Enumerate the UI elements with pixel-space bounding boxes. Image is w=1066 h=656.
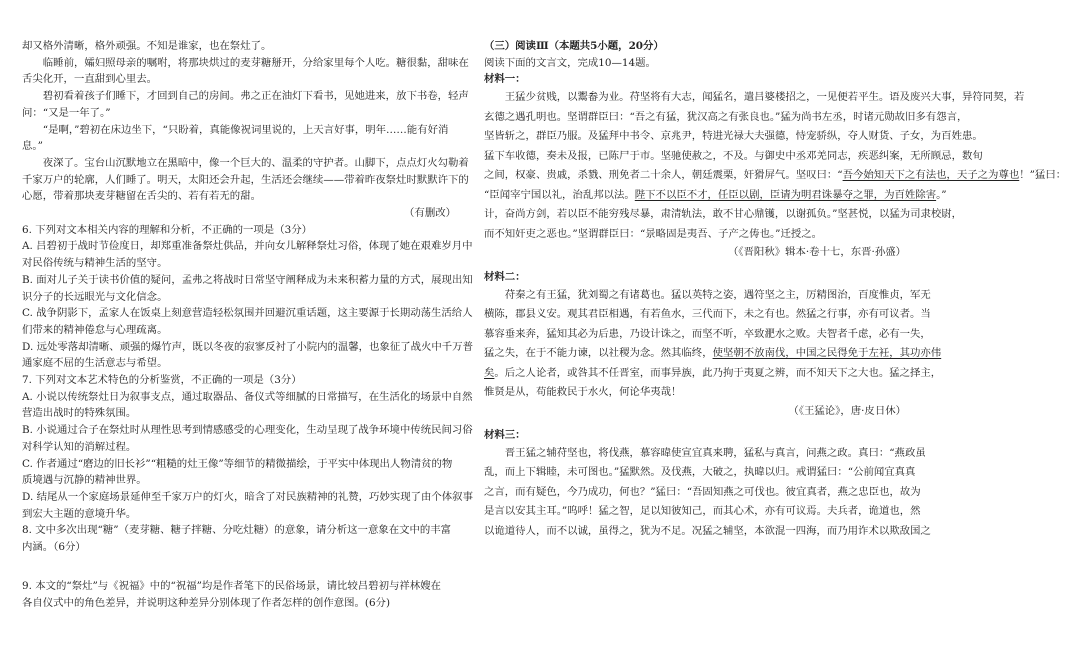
line-text: 计，奋尚方剑，若以臣不能穷残尽暴，肃清轨法，敢不甘心鼎镬，以谢孤负。”坚甚悦，以猛为司隶校尉， xyxy=(484,208,963,221)
story-text xyxy=(22,38,474,205)
question-line: 到宏大主题的意境升华。 xyxy=(22,507,137,520)
line-text: 而不知奸吏之恶也。”坚谓群臣曰：“景略固是夷吾、子产之俦也。”迁授之。 xyxy=(484,227,823,240)
material-line xyxy=(484,205,963,225)
question-line: 识分子的长远眼光与文化信念。 xyxy=(22,290,168,303)
reading-instruction: 阅读下面的文言文，完成10—14题。 xyxy=(484,56,656,69)
line-text: 。” xyxy=(936,188,947,201)
story-line: 舌尖化开，一直甜到心里去。 xyxy=(22,73,158,86)
story-attribution: （有删改） xyxy=(404,207,456,220)
line-text: 是言以安其主耳。”呜呼！猛之智，足以知彼知己，而其心术，亦有可议焉。夫兵者，诡道也，然 xyxy=(484,505,921,518)
material-label: 材料一： xyxy=(484,73,526,86)
underlined-sentence: 使坚朝不放南伐，中国之民得免于左衽，其功亦伟 xyxy=(712,347,942,360)
question-line: 通家庭不屈的生活意志与希望。 xyxy=(22,357,168,370)
material-label: 材料三： xyxy=(484,429,526,442)
question-line: D. 远处零落却清晰、顽强的爆竹声，既以冬夜的寂寥反衬了小院内的温馨，也象征了战火中千万普 xyxy=(22,340,473,353)
line-text: 猛之失，在于不能力谏，以社稷为念。然其临终， xyxy=(484,347,713,360)
line-text: 玄德之遇孔明也。坚谓群臣曰：“吾之有猛，犹汉高之有张良也。”猛为尚书左丞，时诸元勋故旧多有怨言， xyxy=(484,110,968,123)
material-attribution: （《晋阳秋》辑本·卷十七，东晋·孙盛） xyxy=(727,246,906,259)
material-line xyxy=(484,463,924,483)
material-line xyxy=(484,108,968,128)
material-line xyxy=(484,127,983,147)
underlined-sentence: 吾今始知天下之有法也，天子之为尊也 xyxy=(842,169,1020,182)
question-line: B. 面对儿子关于读书价值的疑问，孟弗之将战时日常坚守阐释成为未来积蓄力量的方式，展现出知 xyxy=(22,273,473,286)
material-line xyxy=(484,88,1025,108)
line-text: 王猛少贫贱，以鬻畚为业。苻坚将有大志，闻猛名，遣吕婆楼招之，一见便若平生。语及废兴大事，异符同契，若 xyxy=(504,91,1025,104)
story-line: 心愿，带着那块麦芽糖留在舌尖的、若有若无的甜。 xyxy=(22,190,261,203)
line-text: 猛下车收德，奏未及报，已陈尸于市。坚驰使赦之，不及。与御史中丞邓羌同志，疾恶纠案，无所顾忌，数旬 xyxy=(484,149,983,162)
section-title: （三）阅读Ⅲ（本题共5小题，20分） xyxy=(484,40,664,52)
question-line: D. 结尾从一个家庭场景延伸至千家万户的灯火，暗含了对民族精神的礼赞，巧妙实现了由个体叙事 xyxy=(22,490,473,503)
story-line: 夜深了。宝台山沉默地立在黑暗中，像一个巨大的、温柔的守护者。山脚下，点点灯火勾勒着 xyxy=(42,156,469,169)
line-text: 晋王猛之辅苻坚也，将伐燕，慕容暐使宣宜真来聘，猛私与真言，问燕之政。真曰：“燕政虽 xyxy=(504,446,926,459)
line-text: 之言，而有疑色，今乃成功，何也？”猛曰：“吾固知燕之可伐也。彼宜真者，燕之忠臣也，故为 xyxy=(484,485,921,498)
underlined-sentence: 矣 xyxy=(484,366,495,379)
question-line: C. 战争阴影下，孟家人在饭桌上刻意营造轻松氛围并回避沉重话题，这主要源于长期动荡生活给人 xyxy=(22,307,473,320)
story-line: 问：“又是一年了。” xyxy=(22,106,111,119)
material-line xyxy=(484,305,931,325)
material-line xyxy=(484,522,931,542)
line-text: 横陈，郡县义安。观其君臣相遇，有若鱼水，三代而下，未之有也。然猛之行事，亦有可议者。当 xyxy=(484,308,931,321)
spacer xyxy=(484,419,924,427)
line-text: 苻秦之有王猛，犹刘蜀之有诸葛也。猛以英特之姿，遇符坚之主，厉精图治，百度惟贞，军无 xyxy=(504,288,931,301)
question-line: 们带来的精神倦怠与心理疏离。 xyxy=(22,323,168,336)
story-line: 千家万户的轮廓，人们睡了。明天，太阳还会升起，生活还会继续——带着昨夜祭灶时默默许下的 xyxy=(22,173,469,186)
material-line xyxy=(484,364,942,384)
line-text: 以诡道待人，而不以诚，虽得之，犹为不足。况猛之辅坚，本欲混一四海，而乃用诈术以欺敌国之 xyxy=(484,524,931,537)
material-line xyxy=(484,325,931,345)
material-line xyxy=(484,483,924,503)
material-line xyxy=(484,286,931,306)
material-line xyxy=(484,502,924,522)
line-text: 慕容垂来奔，猛知其必为后患，乃设计诛之，而坚不听，卒致淝水之败。夫智者千虑，必有一失， xyxy=(484,327,931,340)
story-line: “是啊，”碧初在床边坐下，“只盼着，真能像祝词里说的，上天言好事，明年……能有好消 xyxy=(42,123,449,136)
line-text: 坚皆斩之，群臣乃服。及猛拜中书令、京兆尹，特进光禄大夫强德，恃宠骄纵，夺人财货、子女，为百姓患。 xyxy=(484,130,983,143)
material-line xyxy=(484,444,924,464)
story-line: 临睡前，孀妇照母亲的嘱咐，将那块烘过的麦芽糖掰开，分给家里每个人吃。糖很黏，甜味在 xyxy=(42,56,469,69)
question-9 xyxy=(22,578,474,611)
question-line: 9. 本文的“祭灶”与《祝福》中的“祝福”均是作者笔下的民俗场景，请比较吕碧初与祥林嫂在 xyxy=(22,579,441,592)
material-line xyxy=(484,166,1066,186)
material-label: 材料二： xyxy=(484,270,526,283)
question-line: 各自仪式中的角色差异，并说明这种差异分别体现了作者怎样的创作意图。(6分) xyxy=(22,596,390,609)
underlined-sentence: 陛下不以臣不才，任臣以剧，臣请为明君诛暴夺之罪，为百姓除害 xyxy=(634,188,937,201)
story-line: 息。” xyxy=(22,140,43,153)
question-line: 8. 文中多次出现“糖”（麦芽糖、糖子拌糖、分吃灶糖）的意象，请分析这一意象在文中的丰富 xyxy=(22,524,452,537)
question-line: 6. 下列对文本相关内容的理解和分析，不正确的一项是（3分） xyxy=(22,223,312,236)
materials xyxy=(484,71,1066,541)
question-line: 内涵。（6分） xyxy=(22,541,86,554)
line-text: “臣闻宰宁国以礼，治乱邦以法。 xyxy=(484,188,635,201)
question-line: A. 吕碧初于战时节俭度日，却郑重准备祭灶供品，并向女儿解释祭灶习俗，体现了她在艰难岁月中 xyxy=(22,240,473,253)
story-line: 碧初看着孩子们睡下，才回到自己的房间。弗之正在油灯下看书，见她进来，放下书卷，轻声 xyxy=(42,90,469,103)
spacer xyxy=(484,261,924,269)
material-attribution: （《王猛论》，唐·皮日休） xyxy=(788,404,906,417)
question-line: 营造出战时的特殊氛围。 xyxy=(22,407,137,420)
material-line xyxy=(484,225,924,245)
question-line: C. 作者通过“磨边的旧长衫”“粗糙的灶王像”等细节的精微描绘，于平实中体现出人物清贫的物 xyxy=(22,457,453,470)
line-text: 。后之人论者，或咎其不任晋室，而事异族，此乃拘于夷夏之辨，而不知天下之大也。猛之择主， xyxy=(494,366,942,379)
question-line: 对科学认知的消解过程。 xyxy=(22,440,137,453)
line-text: 惟贤是从，苟能救民于水火，何论华夷哉！ xyxy=(484,386,682,399)
question-line: B. 小说通过合子在祭灶时从理性思考到情感感受的心理变化，生动呈现了战争环境中传统民间习俗 xyxy=(22,424,473,437)
material-line xyxy=(484,344,942,364)
question-line: A. 小说以传统祭灶日为叙事支点，通过取器品、备仪式等细腻的日常描写，在生活化的场景中自然 xyxy=(22,390,473,403)
line-text: ！”猛曰： xyxy=(1019,169,1066,182)
story-line: 却又格外清晰，格外顽强。不知是谁家，也在祭灶了。 xyxy=(22,40,272,52)
question-line: 质境遇与沉静的精神世界。 xyxy=(22,474,147,487)
question-line: 对民俗传统与精神生活的坚守。 xyxy=(22,257,168,270)
line-text: 之间，权豪、贵戚，杀戮、刑免者二十余人，朝廷震栗，奸猾屏气。坚叹曰：“ xyxy=(484,169,843,182)
question-line: 7. 下列对文本艺术特色的分析鉴赏，不正确的一项是（3分） xyxy=(22,374,302,387)
material-line xyxy=(484,383,924,403)
material-line xyxy=(484,186,947,206)
questions-6-8 xyxy=(22,222,474,556)
left-column xyxy=(22,38,474,611)
line-text: 乱，而上下辑睦，未可图也。”猛默然。及伐燕，大破之，执暐以归。戒谓猛曰：“公前闻宜真真 xyxy=(484,466,916,479)
right-column xyxy=(484,38,1066,541)
material-line xyxy=(484,147,983,167)
